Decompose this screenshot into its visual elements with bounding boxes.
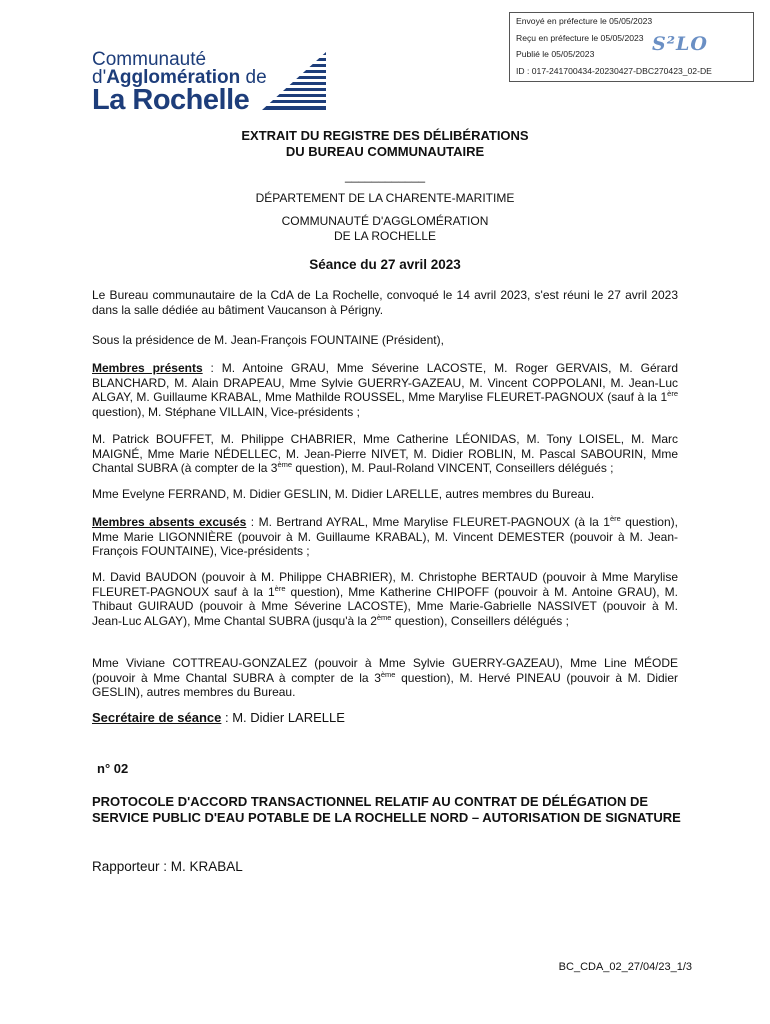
community-name: COMMUNAUTÉ D'AGGLOMÉRATION DE LA ROCHELLE xyxy=(281,214,489,243)
secretary-paragraph: Secrétaire de séance : M. Didier LARELLE xyxy=(92,710,345,725)
logo-stripes-icon xyxy=(262,52,326,110)
other-members-paragraph: Mme Evelyne FERRAND, M. Didier GESLIN, M. Didier LARELLE, autres membres du Bureau. xyxy=(92,487,595,501)
rapporteur: Rapporteur : M. KRABAL xyxy=(92,859,243,874)
logo-line-2: d'Agglomération de xyxy=(92,67,267,88)
logo-line-3: La Rochelle xyxy=(92,84,250,116)
slo-logo: S²LO xyxy=(652,33,708,55)
stamp-id: ID : 017-241700434-20230427-DBC270423_02-DE xyxy=(516,65,712,76)
delegates-paragraph: M. Patrick BOUFFET, M. Philippe CHABRIER, Mme Catherine LÉONIDAS, M. Tony LOISEL, M. Marc MAIGNÉ, Mme Marie NÉDELLEC, M. Jean-Pierre NIVET, M. Didier ROBLIN, M. Pascal SABOURIN, Mme Chantal SUBRA (à compter de la 3ème question), M. Paul-Roland VINCENT, Conseillers délégués ; xyxy=(92,432,678,476)
department: DÉPARTEMENT DE LA CHARENTE-MARITIME xyxy=(255,191,515,205)
members-absent-paragraph: Membres absents excusés : M. Bertrand AYRAL, Mme Marylise FLEURET-PAGNOUX (à la 1ère question), Mme Marie LIGONNIÈRE (pouvoir à M. Guillaume KRABAL), M. Vincent DEMESTER (pouvoir à M. Jean-François FOUNTAINE), Vice-présidents ; xyxy=(92,514,678,559)
page-reference: BC_CDA_02_27/04/23_1/3 xyxy=(558,961,692,973)
agglomeration-logo xyxy=(92,49,332,116)
document-title: EXTRAIT DU REGISTRE DES DÉLIBÉRATIONS DU BUREAU COMMUNAUTAIRE xyxy=(241,128,529,159)
logo-line-1: Communauté xyxy=(92,49,207,70)
stamp-sent-date: Envoyé en préfecture le 05/05/2023 xyxy=(516,16,653,26)
title-rule: ____________ xyxy=(344,169,426,183)
absent-others-paragraph: Mme Viviane COTTREAU-GONZALEZ (pouvoir à Mme Sylvie GUERRY-GAZEAU), Mme Line MÉODE (pouvoir à Mme Chantal SUBRA à compter de la 3ème question), M. Hervé PINEAU (pouvoir à M. Didier GESLIN), autres membres du Bureau. xyxy=(92,656,678,700)
prefecture-stamp xyxy=(509,12,754,82)
absent-delegates-paragraph: M. David BAUDON (pouvoir à M. Philippe CHABRIER), M. Christophe BERTAUD (pouvoir à Mme Marylise FLEURET-PAGNOUX sauf à la 1ère question), Mme Katherine CHIPOFF (pouvoir à M. Antoine GRAU), M. Thibaut GUIRAUD (pouvoir à Mme Séverine LACOSTE), Mme Marie-Gabrielle NASSIVET (pouvoir à M. Jean-Luc ALGAY), Mme Chantal SUBRA (jusqu'à la 2ème question), Conseillers délégués ; xyxy=(92,570,678,628)
stamp-published-date: Publié le 05/05/2023 xyxy=(516,49,595,59)
item-number: n° 02 xyxy=(97,761,129,776)
intro-paragraph: Le Bureau communautaire de la CdA de La Rochelle, convoqué le 14 avril 2023, s'est réuni le 27 avril 2023 dans la salle dédiée au bâtiment Vaucanson à Périgny. xyxy=(92,288,678,317)
session-date: Séance du 27 avril 2023 xyxy=(309,257,461,272)
presidency-paragraph: Sous la présidence de M. Jean-François FOUNTAINE (Président), xyxy=(92,333,444,347)
members-present-paragraph: Membres présents : M. Antoine GRAU, Mme Séverine LACOSTE, M. Roger GERVAIS, M. Gérard BLANCHARD, M. Alain DRAPEAU, Mme Sylvie GUERRY-GAZEAU, M. Vincent COPPOLANI, M. Jean-Luc ALGAY, M. Guillaume KRABAL, Mme Mathilde ROUSSEL, Mme Marylise FLEURET-PAGNOUX (sauf à la 1ère question), M. Stéphane VILLAIN, Vice-présidents ; xyxy=(92,361,679,419)
stamp-received-date: Reçu en préfecture le 05/05/2023 xyxy=(516,32,644,43)
item-title: PROTOCOLE D'ACCORD TRANSACTIONNEL RELATIF AU CONTRAT DE DÉLÉGATION DE SERVICE PUBLIC D'EAU POTABLE DE LA ROCHELLE NORD – AUTORISATION DE SIGNATURE xyxy=(92,794,681,825)
